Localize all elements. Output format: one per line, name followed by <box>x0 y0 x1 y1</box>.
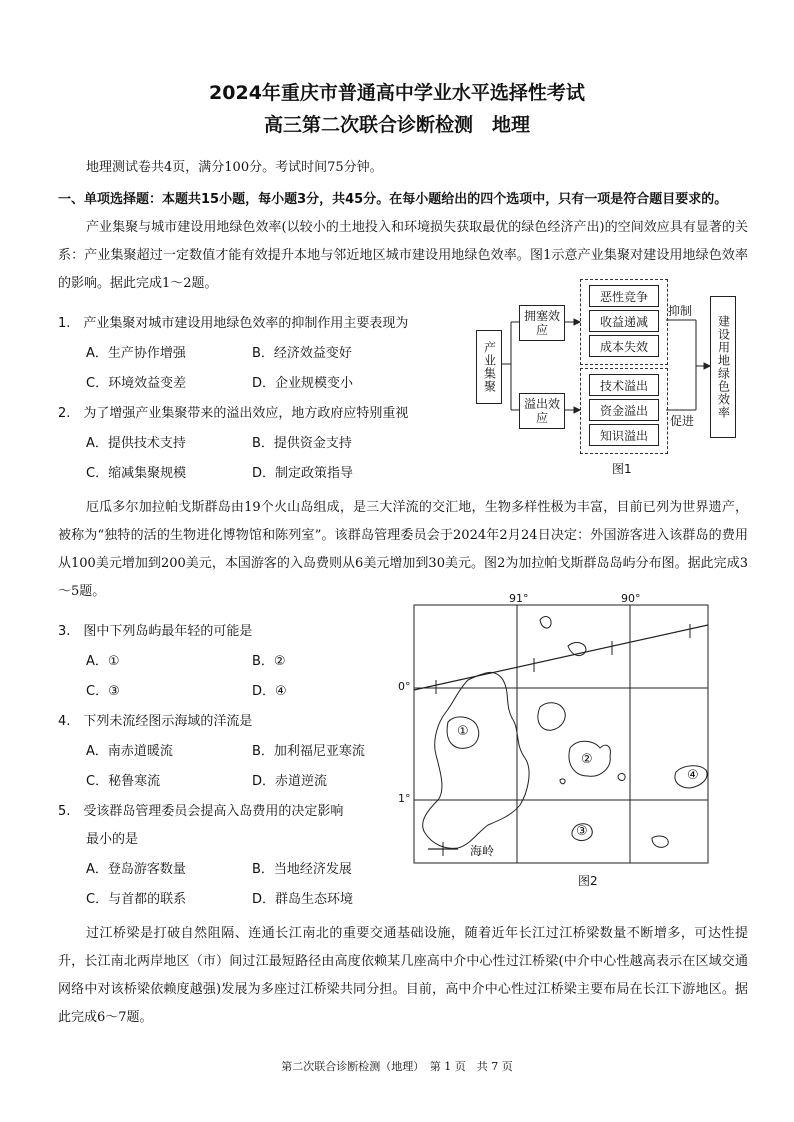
q5-option-d[interactable]: D．群岛生态环境 <box>252 892 354 907</box>
q3-option-d[interactable]: D．④ <box>252 684 287 699</box>
green-efficiency-box: 建设用地绿色效率 <box>710 296 736 438</box>
island-2-label: ② <box>581 752 593 767</box>
longitude-91-label: 91° <box>509 592 529 605</box>
passage-1: 产业集聚与城市建设用地绿色效率(以较小的土地投入和环境损失获取最优的绿色经济产出)的空间效应具有显著的关系：产业集聚超过一定数值才能有效提升本地与邻近地区城市建设用地绿色效率。图1示意产业集聚对建设用地绿色效率的影响。据此完成1～2题。 <box>58 220 748 291</box>
passage-2: 厄瓜多尔加拉帕戈斯群岛由19个火山岛组成，是三大洋流的交汇地，生物多样性极为丰富，目前已列为世界遗产，被称为“独特的活的生物进化博物馆和陈列室”。该群岛管理委员会于2024年2月24日决定：外国游客进入该群岛的费用从100美元增加到200美元，本国游客的入岛费则从6美元增加到30美元。图2为加拉帕戈斯群岛岛屿分布图。据此完成3～5题。 <box>58 500 748 599</box>
q4-option-b[interactable]: B．加利福尼亚寒流 <box>252 744 365 759</box>
q2-option-d[interactable]: D．制定政策指导 <box>252 466 354 481</box>
tech-spillover-box: 技术溢出 <box>589 374 659 396</box>
figure-1-caption: 图1 <box>612 462 632 476</box>
q3-option-b[interactable]: B．② <box>252 654 286 669</box>
q1-option-b[interactable]: B．经济效益变好 <box>252 346 352 361</box>
diminishing-returns-box: 收益递减 <box>589 310 659 332</box>
passage-3: 过江桥梁是打破自然阻隔、连通长江南北的重要交通基础设施，随着近年长江过江桥梁数量不断增多，可达性提升，长江南北两岸地区（市）间过江最短路径由高度依赖某几座高中介中心性过江桥梁(中介中心性越高表示在区域交通网络中对该桥梁依赖度越强)发展为多座过江桥梁共同分担。目前，高中介中心性过江桥梁主要布局在长江下游地区。据此完成6～7题。 <box>58 926 748 1025</box>
question-2: 2. 为了增强产业集聚带来的溢出效应，地方政府应特别重视 <box>58 406 409 421</box>
island-4-label: ④ <box>687 768 699 783</box>
q5-option-b[interactable]: B．当地经济发展 <box>252 862 352 877</box>
promote-label: 促进 <box>670 414 695 428</box>
q4-option-d[interactable]: D．赤道逆流 <box>252 774 328 789</box>
inhibit-label: 抑制 <box>668 304 693 318</box>
q2-option-a[interactable]: A．提供技术支持 <box>86 436 186 451</box>
latitude-0-label: 0° <box>398 680 411 693</box>
q2-option-c[interactable]: C．缩减集聚规模 <box>86 466 187 481</box>
q4-option-a[interactable]: A．南赤道暖流 <box>86 744 173 759</box>
knowledge-spillover-box: 知识溢出 <box>589 424 659 446</box>
cost-failure-box: 成本失效 <box>589 335 659 357</box>
industry-agglomeration-box: 产业集聚 <box>476 330 502 404</box>
exam-title: 2024年重庆市普通高中学业水平选择性考试 <box>209 82 585 104</box>
q5-option-c[interactable]: C．与首都的联系 <box>86 892 187 907</box>
capital-spillover-box: 资金溢出 <box>589 399 659 421</box>
question-5: 5. 受该群岛管理委员会提高入岛费用的决定影响 <box>58 804 344 819</box>
q2-option-b[interactable]: B．提供资金支持 <box>252 436 352 451</box>
island-3-label: ③ <box>576 824 588 839</box>
latitude-1-label: 1° <box>398 792 411 805</box>
figure-2-caption: 图2 <box>578 874 598 888</box>
intro-text: 地理测试卷共4页，满分100分。考试时间75分钟。 <box>86 160 383 175</box>
q1-option-c[interactable]: C．环境效益变差 <box>86 376 187 391</box>
q1-option-d[interactable]: D．企业规模变小 <box>252 376 354 391</box>
ridge-legend-label: 海岭 <box>470 844 495 858</box>
exam-subtitle: 高三第二次联合诊断检测 地理 <box>263 114 530 136</box>
spillover-effect-box: 溢出效应 <box>519 393 565 429</box>
crowding-effect-box: 拥塞效应 <box>519 305 565 341</box>
question-3: 3. 图中下列岛屿最年轻的可能是 <box>58 624 253 639</box>
question-1: 1. 产业集聚对城市建设用地绿色效率的抑制作用主要表现为 <box>58 316 409 331</box>
q4-option-c[interactable]: C．秘鲁寒流 <box>86 774 161 789</box>
section-heading: 一、单项选择题：本题共15小题，每小题3分，共45分。在每小题给出的四个选项中，只有一项是符合题目要求的。 <box>58 192 728 207</box>
longitude-90-label: 90° <box>621 592 641 605</box>
island-1-label: ① <box>457 724 469 739</box>
question-5-cont: 最小的是 <box>86 832 139 847</box>
q3-option-c[interactable]: C．③ <box>86 684 120 699</box>
q1-option-a[interactable]: A．生产协作增强 <box>86 346 186 361</box>
question-4: 4. 下列未流经图示海域的洋流是 <box>58 714 253 729</box>
vicious-competition-box: 恶性竞争 <box>589 285 659 307</box>
page-footer: 第二次联合诊断检测（地理） 第 1 页 共 7 页 <box>281 1060 513 1073</box>
q3-option-a[interactable]: A．① <box>86 654 120 669</box>
q5-option-a[interactable]: A．登岛游客数量 <box>86 862 186 877</box>
